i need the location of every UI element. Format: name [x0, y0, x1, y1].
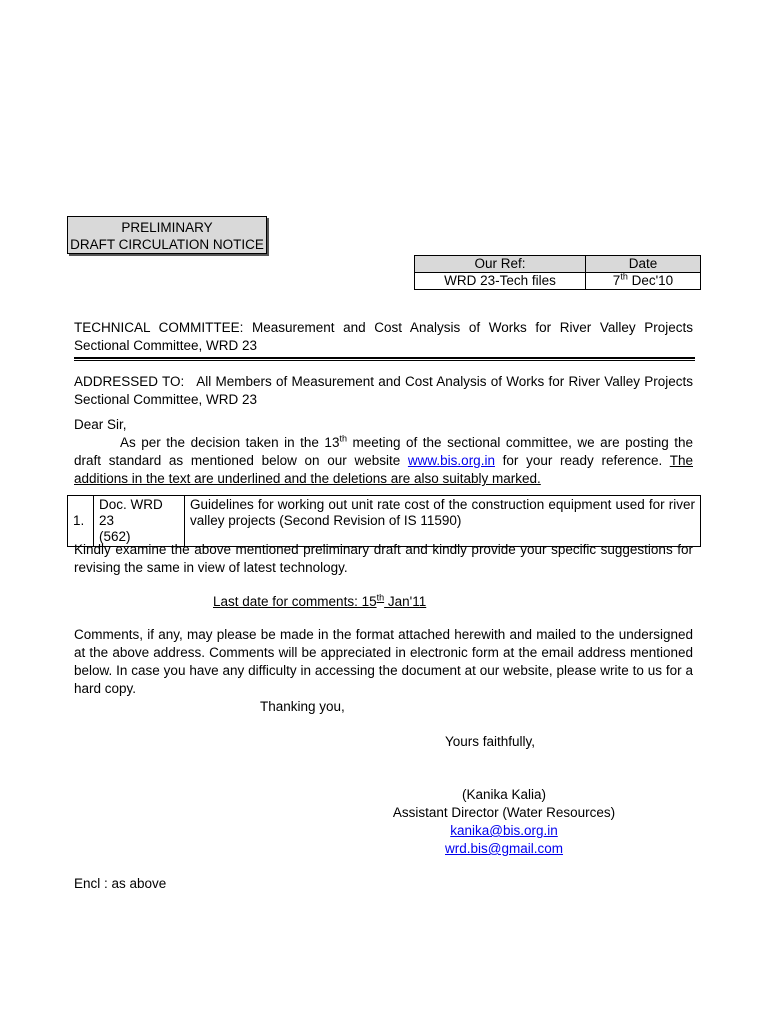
divider-line — [74, 357, 695, 361]
body-paragraph: As per the decision taken in the 13th meeting of the sectional committee, we are posting the draft standard as mentioned below on our website www.bis.org.in for your ready reference. The additions in the text are underlined and the deletions are also suitably marked. — [74, 433, 693, 486]
last-date-line: Last date for comments: 15th Jan'11 — [213, 592, 427, 609]
email-link-2[interactable]: wrd.bis@gmail.com — [445, 841, 563, 856]
table-row — [68, 496, 701, 547]
addressed-to-text: All Members of Measurement and Cost Analysis of Works for River Valley Projects Sectional Committee, WRD 23 — [74, 374, 693, 407]
technical-committee-text: Measurement and Cost Analysis of Works for River Valley Projects Sectional Committee, WRD 23 — [74, 320, 693, 353]
closing-line: Yours faithfully, — [445, 734, 536, 749]
signature-block — [374, 786, 634, 858]
notice-title-line1: PRELIMINARY — [121, 220, 213, 235]
addressed-to-label: ADDRESSED TO: — [74, 374, 185, 389]
addressed-to-line — [74, 373, 693, 409]
ref-value: WRD 23-Tech files — [415, 273, 586, 290]
doc-title: Guidelines for working out unit rate cost of the construction equipment used for river valley projects (Second Revision of IS 11590) — [185, 496, 701, 547]
thanking-line: Thanking you, — [260, 699, 345, 714]
notice-title-box — [67, 216, 267, 254]
doc-reference: Doc. WRD 23 (562) — [94, 496, 185, 547]
ref-header: Our Ref: — [415, 256, 586, 273]
enclosure-line: Encl : as above — [74, 876, 167, 891]
notice-title-line2: DRAFT CIRCULATION NOTICE — [70, 237, 264, 252]
signatory-designation: Assistant Director (Water Resources) — [392, 805, 616, 820]
document-table — [67, 495, 701, 547]
reference-table — [414, 255, 701, 290]
doc-number: 1. — [68, 496, 94, 547]
salutation: Dear Sir, — [74, 417, 127, 432]
technical-committee-label: TECHNICAL COMMITTEE: — [74, 320, 244, 335]
email-link-1[interactable]: kanika@bis.org.in — [450, 823, 558, 838]
technical-committee-line — [74, 319, 693, 355]
website-link[interactable]: www.bis.org.in — [407, 453, 495, 468]
signatory-name: (Kanika Kalia) — [461, 787, 547, 802]
underlined-note: The additions in the text are underlined and the deletions are also suitably marked. — [74, 453, 693, 486]
date-header: Date — [586, 256, 701, 273]
comments-paragraph: Comments, if any, may please be made in the format attached herewith and mailed to the undersigned at the above address. Comments will be appreciated in electronic form at the email address mentioned below. In case you have any difficulty in accessing the document at our website, please write to us for a hard copy. — [74, 627, 693, 696]
date-value: 7th Dec'10 — [586, 273, 701, 290]
examine-paragraph: Kindly examine the above mentioned preliminary draft and kindly provide your specific suggestions for revising the same in view of latest technology. — [74, 542, 693, 575]
